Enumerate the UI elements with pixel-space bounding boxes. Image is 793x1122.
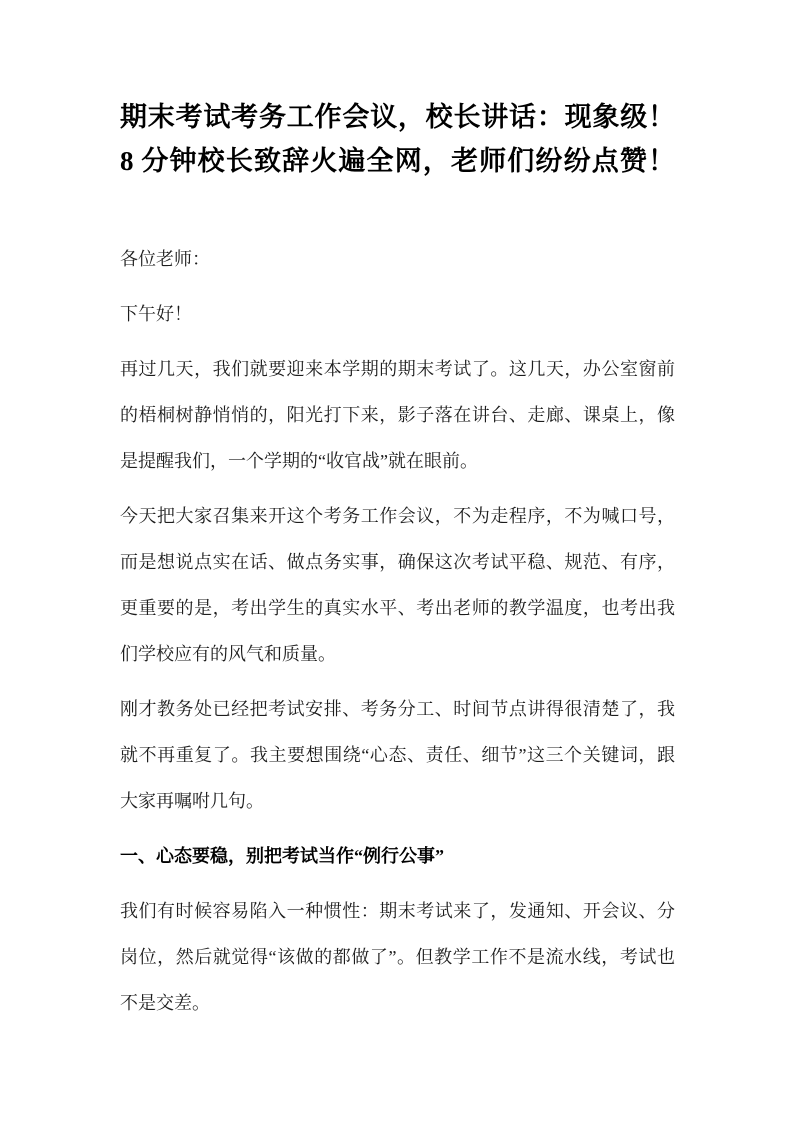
paragraph-section1-body: 我们有时候容易陷入一种惯性：期末考试来了，发通知、开会议、分岗位，然后就觉得“该做的都做了”。但教学工作不是流水线，考试也不是交差。: [120, 901, 675, 1013]
paragraph-greeting: 下午好！: [120, 304, 192, 324]
paragraph-salutation: 各位老师：: [120, 249, 210, 269]
document-title-line-1: 期末考试考务工作会议，校长讲话：现象级！: [120, 102, 675, 132]
paragraph-meeting-purpose: 今天把大家召集来开这个考务工作会议，不为走程序，不为喊口号，而是想说点实在话、做点务实事，确保这次考试平稳、规范、有序，更重要的是，考出学生的真实水平、考出老师的教学温度，也考出我们学校应有的风气和质量。: [120, 506, 675, 664]
paragraph-intro: 再过几天，我们就要迎来本学期的期末考试了。这几天，办公室窗前的梧桐树静悄悄的，阳光打下来，影子落在讲台、走廊、课桌上，像是提醒我们，一个学期的“收官战”就在眼前。: [120, 359, 675, 471]
section-heading-1: 一、心态要稳，别把考试当作“例行公事”: [120, 846, 444, 866]
document-title-line-2: 8 分钟校长致辞火遍全网，老师们纷纷点赞！: [120, 146, 675, 176]
document-title: [120, 95, 675, 183]
paragraph-keywords: 刚才教务处已经把考试安排、考务分工、时间节点讲得很清楚了，我就不再重复了。我主要想围绕“心态、责任、细节”这三个关键词，跟大家再嘱咐几句。: [120, 699, 675, 811]
